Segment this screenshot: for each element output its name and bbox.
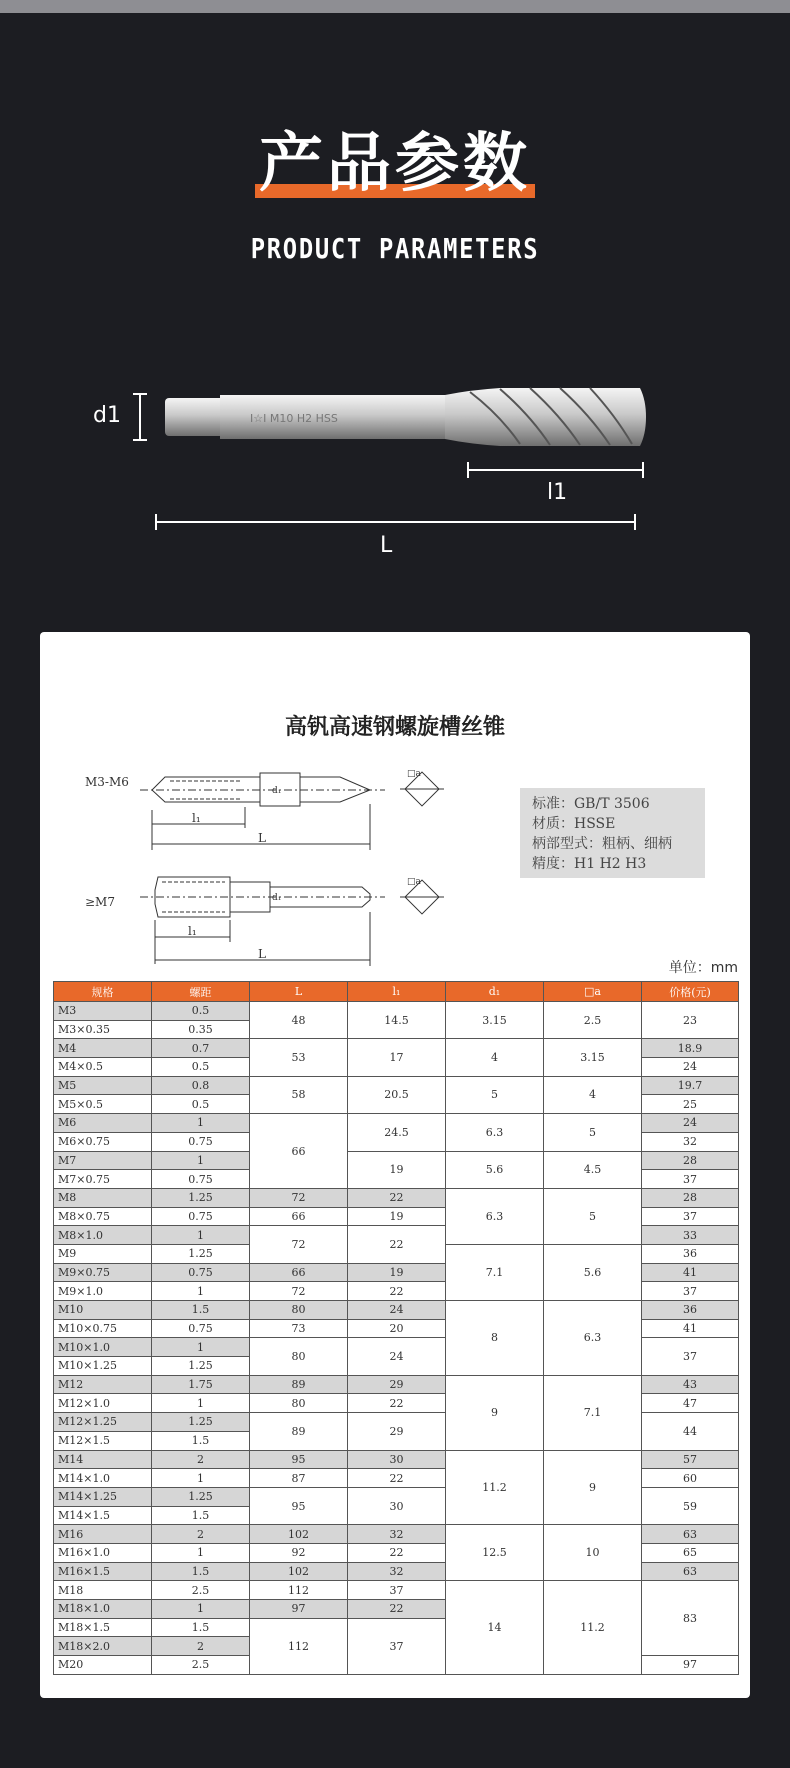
cell-a: 5 — [544, 1114, 642, 1151]
cell-a: 9 — [544, 1450, 642, 1525]
cell-l1: 30 — [348, 1487, 446, 1524]
cell-size: M18 — [54, 1581, 152, 1600]
table-row — [54, 1039, 739, 1058]
tap-square-drive — [165, 398, 225, 436]
cell-a: 5 — [544, 1188, 642, 1244]
cell-pitch: 1.5 — [152, 1431, 250, 1450]
cell-price: 28 — [642, 1151, 739, 1170]
cell-price: 83 — [642, 1581, 739, 1656]
cell-size: M18×2.0 — [54, 1637, 152, 1656]
cell-price: 19.7 — [642, 1076, 739, 1095]
table-row — [54, 1076, 739, 1095]
cell-price: 25 — [642, 1095, 739, 1114]
cell-size: M7 — [54, 1151, 152, 1170]
cell-size: M20 — [54, 1656, 152, 1675]
cell-size: M12×1.5 — [54, 1431, 152, 1450]
cell-pitch: 1 — [152, 1226, 250, 1245]
cell-price: 28 — [642, 1188, 739, 1207]
page-subtitle: PRODUCT PARAMETERS — [250, 232, 540, 265]
table-header-row — [54, 982, 739, 1002]
cell-L: 112 — [250, 1581, 348, 1600]
cell-pitch: 1.25 — [152, 1188, 250, 1207]
cell-l1: 17 — [348, 1039, 446, 1076]
cell-l1: 20.5 — [348, 1076, 446, 1113]
cell-d1: 6.3 — [446, 1114, 544, 1151]
cell-size: M4×0.5 — [54, 1058, 152, 1077]
cell-l1: 22 — [348, 1394, 446, 1413]
col-header-a: □a — [544, 982, 642, 1002]
technical-drawings — [40, 732, 500, 972]
cell-l1: 32 — [348, 1525, 446, 1544]
cell-d1: 3.15 — [446, 1002, 544, 1039]
cell-pitch: 2 — [152, 1637, 250, 1656]
page-title-text: 产品参数 — [259, 127, 531, 201]
cell-size: M3×0.35 — [54, 1020, 152, 1039]
cell-d1: 5 — [446, 1076, 544, 1113]
table-row — [54, 1581, 739, 1600]
drawing1-L: L — [258, 831, 266, 845]
cell-l1: 22 — [348, 1600, 446, 1619]
table-row — [54, 1151, 739, 1170]
cell-pitch: 1 — [152, 1469, 250, 1488]
cell-l1: 24.5 — [348, 1114, 446, 1151]
cell-pitch: 1.5 — [152, 1618, 250, 1637]
spec-material: 材质：HSSE — [532, 816, 616, 832]
cell-L: 102 — [250, 1562, 348, 1581]
cell-d1: 11.2 — [446, 1450, 544, 1525]
table-row — [54, 1114, 739, 1133]
cell-pitch: 1 — [152, 1600, 250, 1619]
cell-pitch: 2 — [152, 1525, 250, 1544]
table-row — [54, 1301, 739, 1320]
cell-size: M3 — [54, 1002, 152, 1021]
cell-l1: 19 — [348, 1151, 446, 1188]
cell-pitch: 0.5 — [152, 1095, 250, 1114]
drawing2-d1: d₁ — [272, 893, 282, 903]
cell-l1: 20 — [348, 1319, 446, 1338]
cell-d1: 5.6 — [446, 1151, 544, 1188]
cell-price: 47 — [642, 1394, 739, 1413]
cell-l1: 19 — [348, 1207, 446, 1226]
cell-price: 59 — [642, 1487, 739, 1524]
cell-price: 37 — [642, 1170, 739, 1189]
cell-a: 5.6 — [544, 1244, 642, 1300]
cell-price: 44 — [642, 1413, 739, 1450]
cell-l1: 37 — [348, 1618, 446, 1674]
cell-price: 18.9 — [642, 1039, 739, 1058]
cell-price: 36 — [642, 1301, 739, 1320]
cell-price: 97 — [642, 1656, 739, 1675]
cell-d1: 7.1 — [446, 1244, 544, 1300]
cell-L: 95 — [250, 1450, 348, 1469]
table-row — [54, 1525, 739, 1544]
col-header-L: L — [250, 982, 348, 1002]
cell-price: 63 — [642, 1525, 739, 1544]
spec-standard: 标准：GB/T 3506 — [532, 796, 650, 812]
cell-pitch: 0.7 — [152, 1039, 250, 1058]
cell-size: M9 — [54, 1244, 152, 1263]
cell-size: M6 — [54, 1114, 152, 1133]
drawing2-L: L — [258, 947, 266, 961]
cell-l1: 30 — [348, 1450, 446, 1469]
col-header-size: 规格 — [54, 982, 152, 1002]
drawing2-l1: l₁ — [188, 924, 197, 938]
cell-l1: 37 — [348, 1581, 446, 1600]
cell-l1: 22 — [348, 1226, 446, 1263]
cell-price: 41 — [642, 1263, 739, 1282]
cell-pitch: 1.25 — [152, 1244, 250, 1263]
cell-size: M14×1.25 — [54, 1487, 152, 1506]
cell-pitch: 1.25 — [152, 1487, 250, 1506]
cell-L: 97 — [250, 1600, 348, 1619]
cell-L: 112 — [250, 1618, 348, 1674]
cell-L: 80 — [250, 1301, 348, 1320]
drawing2 — [140, 877, 444, 966]
cell-L: 58 — [250, 1076, 348, 1113]
cell-pitch: 1.25 — [152, 1357, 250, 1376]
cell-size: M14 — [54, 1450, 152, 1469]
cell-price: 37 — [642, 1338, 739, 1375]
cell-a: 6.3 — [544, 1301, 642, 1376]
cell-pitch: 1 — [152, 1394, 250, 1413]
col-header-l1: l₁ — [348, 982, 446, 1002]
cell-a: 3.15 — [544, 1039, 642, 1076]
cell-l1: 14.5 — [348, 1002, 446, 1039]
title-block — [0, 128, 790, 200]
cell-size: M5 — [54, 1076, 152, 1095]
cell-size: M12×1.0 — [54, 1394, 152, 1413]
cell-d1: 6.3 — [446, 1188, 544, 1244]
cell-d1: 9 — [446, 1375, 544, 1450]
cell-pitch: 1 — [152, 1114, 250, 1133]
cell-l1: 22 — [348, 1543, 446, 1562]
col-header-price: 价格(元) — [642, 982, 739, 1002]
cell-L: 92 — [250, 1543, 348, 1562]
cell-l1: 32 — [348, 1562, 446, 1581]
cell-L: 48 — [250, 1002, 348, 1039]
cell-pitch: 0.35 — [152, 1020, 250, 1039]
cell-price: 43 — [642, 1375, 739, 1394]
cell-l1: 29 — [348, 1413, 446, 1450]
hero-illustration — [0, 370, 790, 570]
cell-d1: 14 — [446, 1581, 544, 1674]
cell-pitch: 0.5 — [152, 1058, 250, 1077]
cell-L: 66 — [250, 1207, 348, 1226]
cell-L: 87 — [250, 1469, 348, 1488]
cell-price: 57 — [642, 1450, 739, 1469]
cell-pitch: 1 — [152, 1338, 250, 1357]
cell-size: M14×1.5 — [54, 1506, 152, 1525]
table-row — [54, 1375, 739, 1394]
cell-l1: 22 — [348, 1188, 446, 1207]
cell-pitch: 0.5 — [152, 1002, 250, 1021]
cell-size: M5×0.5 — [54, 1095, 152, 1114]
cell-a: 11.2 — [544, 1581, 642, 1674]
cell-L: 80 — [250, 1338, 348, 1375]
cell-L: 72 — [250, 1226, 348, 1263]
cell-pitch: 0.75 — [152, 1207, 250, 1226]
cell-pitch: 1 — [152, 1282, 250, 1301]
cell-size: M8×0.75 — [54, 1207, 152, 1226]
drawing2-a: □a — [407, 877, 421, 887]
cell-price: 37 — [642, 1282, 739, 1301]
cell-price: 65 — [642, 1543, 739, 1562]
cell-size: M16×1.5 — [54, 1562, 152, 1581]
cell-size: M6×0.75 — [54, 1132, 152, 1151]
card-title: 高钒高速钢螺旋槽丝锥 — [284, 715, 505, 740]
cell-d1: 8 — [446, 1301, 544, 1376]
l1-label: l1 — [547, 480, 568, 505]
cell-price: 37 — [642, 1207, 739, 1226]
cell-L: 95 — [250, 1487, 348, 1524]
cell-price: 63 — [642, 1562, 739, 1581]
spec-table — [53, 981, 739, 1675]
cell-L: 73 — [250, 1319, 348, 1338]
table-row — [54, 1188, 739, 1207]
cell-price: 36 — [642, 1244, 739, 1263]
cell-pitch: 1 — [152, 1151, 250, 1170]
cell-L: 66 — [250, 1263, 348, 1282]
cell-size: M10×1.25 — [54, 1357, 152, 1376]
cell-price: 32 — [642, 1132, 739, 1151]
cell-l1: 29 — [348, 1375, 446, 1394]
cell-size: M8 — [54, 1188, 152, 1207]
table-row — [54, 1002, 739, 1021]
cell-size: M16 — [54, 1525, 152, 1544]
cell-l1: 22 — [348, 1282, 446, 1301]
cell-size: M9×1.0 — [54, 1282, 152, 1301]
cell-L: 72 — [250, 1188, 348, 1207]
cell-size: M9×0.75 — [54, 1263, 152, 1282]
cell-a: 4 — [544, 1076, 642, 1113]
drawing1-d1: d₁ — [272, 786, 282, 796]
cell-pitch: 2.5 — [152, 1656, 250, 1675]
d1-label: d1 — [93, 403, 121, 428]
cell-a: 7.1 — [544, 1375, 642, 1450]
tap-drawing — [0, 370, 790, 570]
drawing1 — [140, 772, 444, 850]
drawing1-a: □a — [407, 769, 421, 779]
cell-pitch: 1.5 — [152, 1562, 250, 1581]
cell-size: M18×1.5 — [54, 1618, 152, 1637]
cell-d1: 12.5 — [446, 1525, 544, 1581]
cell-L: 53 — [250, 1039, 348, 1076]
cell-L: 102 — [250, 1525, 348, 1544]
col-header-pitch: 螺距 — [152, 982, 250, 1002]
cell-pitch: 2 — [152, 1450, 250, 1469]
cell-d1: 4 — [446, 1039, 544, 1076]
cell-size: M7×0.75 — [54, 1170, 152, 1189]
col-header-d1: d₁ — [446, 982, 544, 1002]
cell-size: M12 — [54, 1375, 152, 1394]
cell-pitch: 2.5 — [152, 1581, 250, 1600]
cell-price: 24 — [642, 1114, 739, 1133]
cell-size: M10×0.75 — [54, 1319, 152, 1338]
cell-l1: 19 — [348, 1263, 446, 1282]
cell-pitch: 0.8 — [152, 1076, 250, 1095]
cell-pitch: 1.75 — [152, 1375, 250, 1394]
cell-size: M14×1.0 — [54, 1469, 152, 1488]
cell-size: M8×1.0 — [54, 1226, 152, 1245]
cell-size: M10×1.0 — [54, 1338, 152, 1357]
cell-pitch: 1.25 — [152, 1413, 250, 1432]
drawing1-l1: l₁ — [192, 811, 201, 825]
cell-L: 72 — [250, 1282, 348, 1301]
cell-L: 66 — [250, 1114, 348, 1189]
cell-price: 41 — [642, 1319, 739, 1338]
unit-label: 单位：mm — [668, 960, 738, 976]
cell-a: 4.5 — [544, 1151, 642, 1188]
drawing2-label: ≥M7 — [85, 895, 115, 909]
cell-pitch: 0.75 — [152, 1263, 250, 1282]
cell-pitch: 1 — [152, 1543, 250, 1562]
cell-pitch: 0.75 — [152, 1319, 250, 1338]
page-title — [255, 128, 535, 200]
cell-pitch: 1.5 — [152, 1301, 250, 1320]
cell-a: 2.5 — [544, 1002, 642, 1039]
tap-marking: I☆I M10 H2 HSS — [250, 412, 338, 425]
spec-info-box — [520, 788, 705, 878]
L-label: L — [380, 533, 393, 558]
cell-pitch: 0.75 — [152, 1132, 250, 1151]
cell-L: 89 — [250, 1375, 348, 1394]
cell-price: 60 — [642, 1469, 739, 1488]
cell-price: 24 — [642, 1058, 739, 1077]
cell-size: M12×1.25 — [54, 1413, 152, 1432]
spec-card — [40, 632, 750, 1698]
cell-size: M18×1.0 — [54, 1600, 152, 1619]
cell-price: 33 — [642, 1226, 739, 1245]
cell-l1: 24 — [348, 1338, 446, 1375]
table-row — [54, 1450, 739, 1469]
cell-L: 80 — [250, 1394, 348, 1413]
cell-price: 23 — [642, 1002, 739, 1039]
cell-pitch: 1.5 — [152, 1506, 250, 1525]
spec-shank: 柄部型式：粗柄、细柄 — [532, 836, 672, 852]
drawing1-label: M3-M6 — [85, 775, 129, 789]
cell-a: 10 — [544, 1525, 642, 1581]
cell-size: M16×1.0 — [54, 1543, 152, 1562]
cell-size: M10 — [54, 1301, 152, 1320]
top-bar — [0, 0, 790, 13]
cell-pitch: 0.75 — [152, 1170, 250, 1189]
cell-L: 89 — [250, 1413, 348, 1450]
spec-precision: 精度：H1 H2 H3 — [532, 856, 647, 872]
cell-l1: 22 — [348, 1469, 446, 1488]
cell-size: M4 — [54, 1039, 152, 1058]
cell-l1: 24 — [348, 1301, 446, 1320]
